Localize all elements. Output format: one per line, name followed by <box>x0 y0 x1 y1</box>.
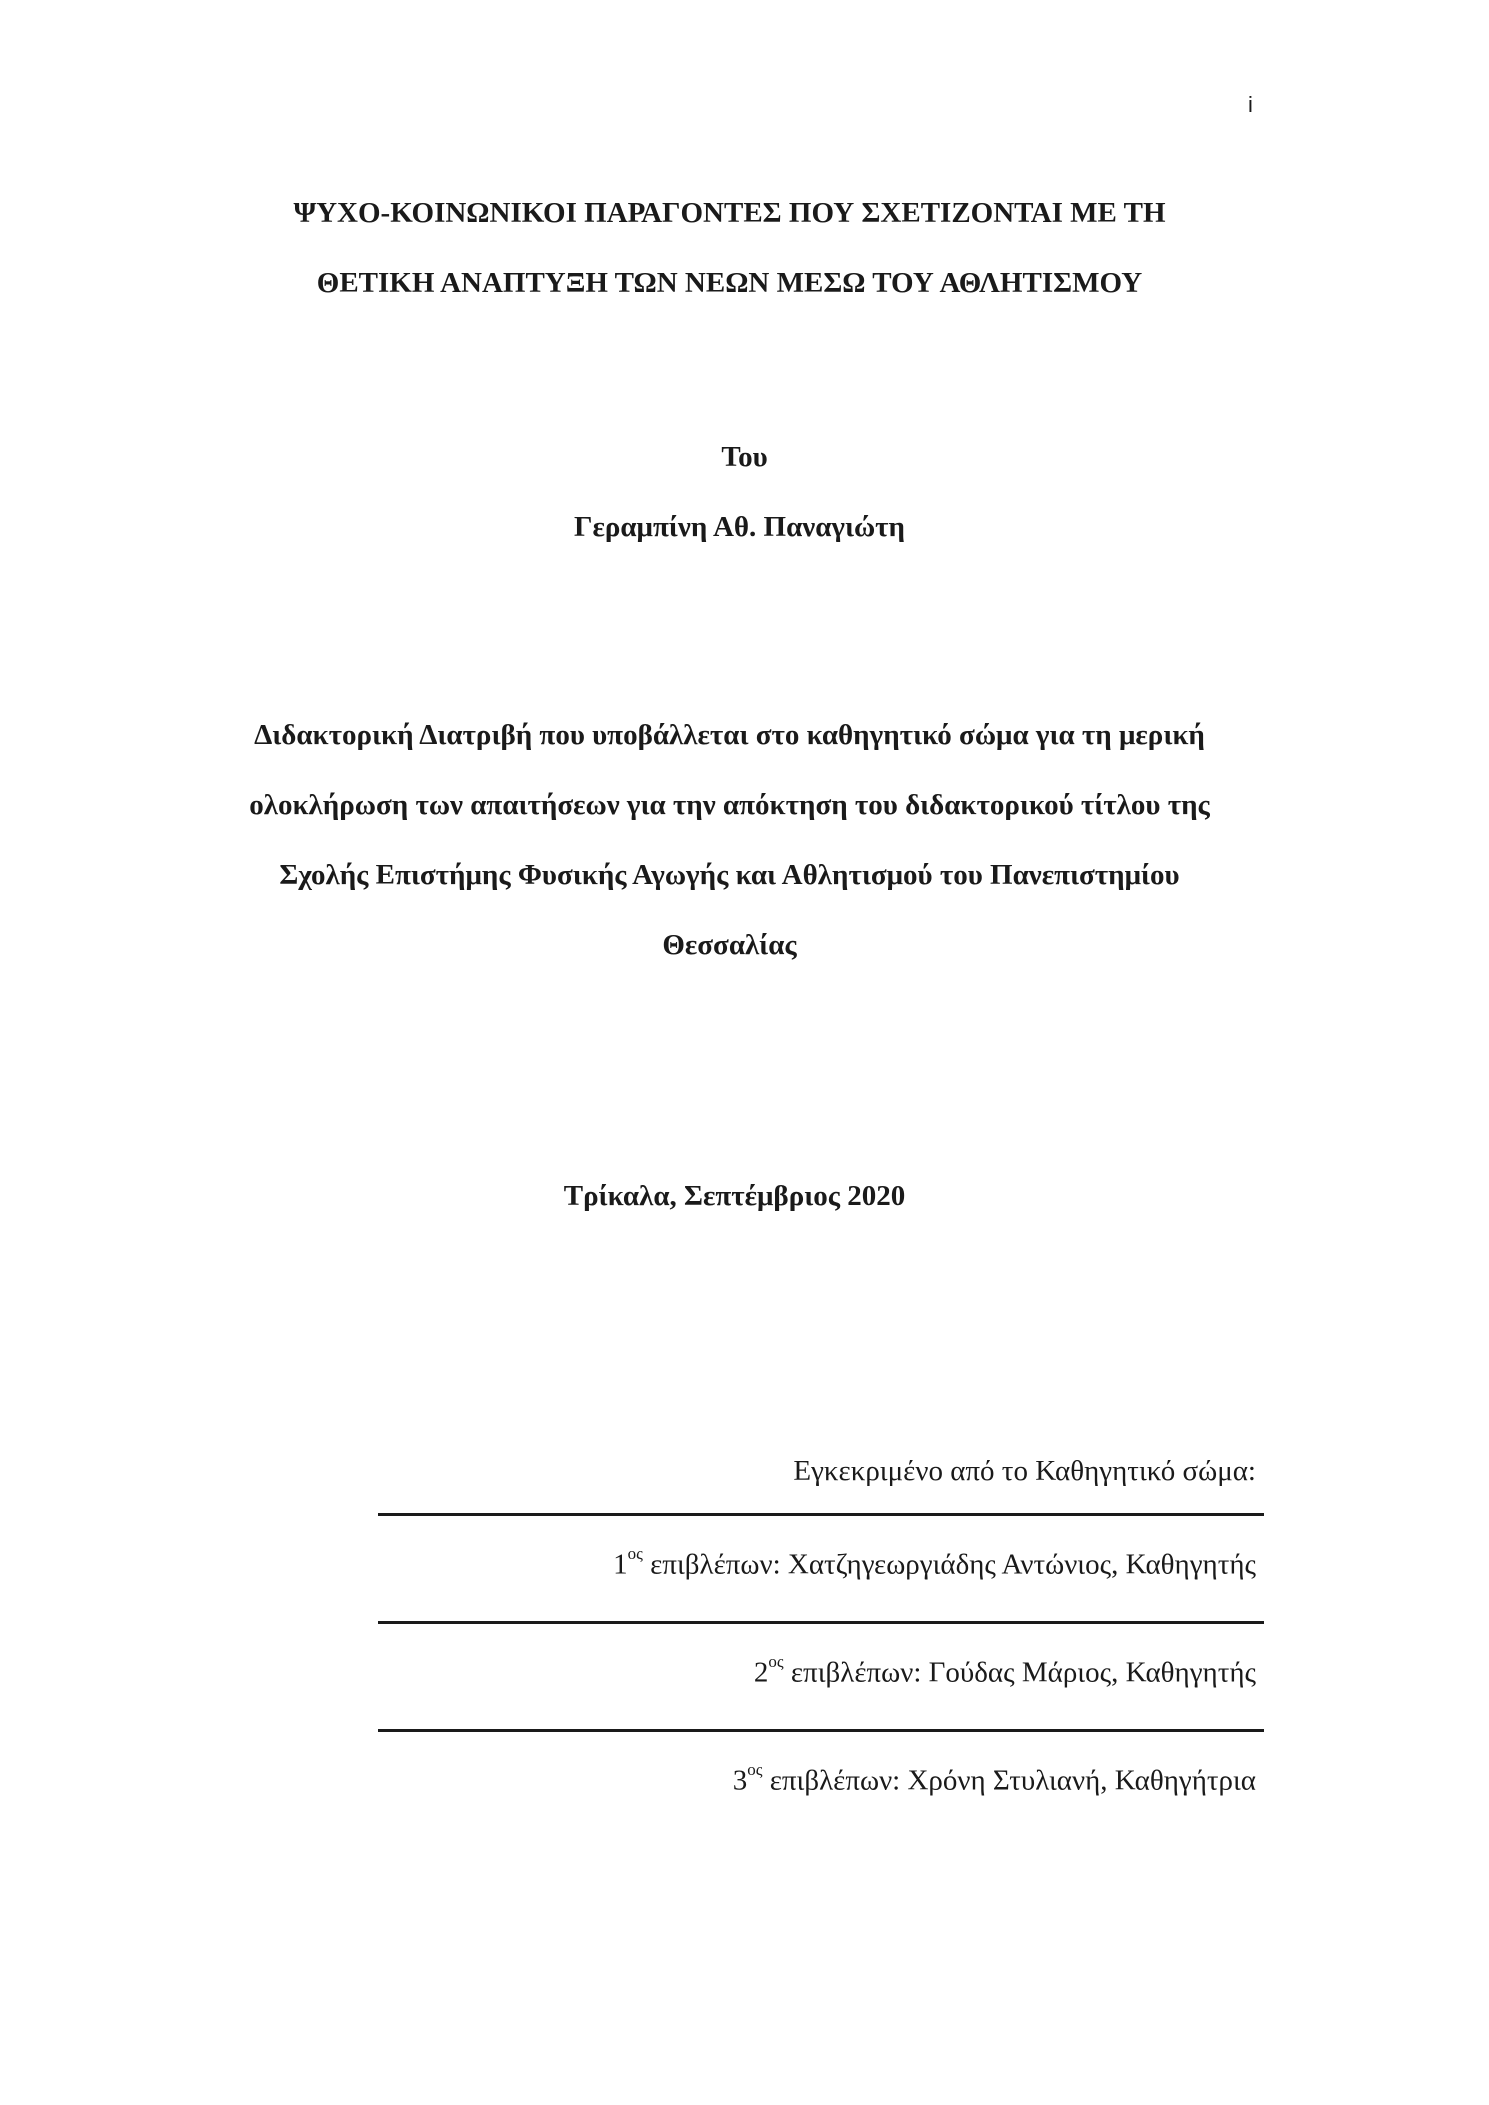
supervisor-2 <box>378 1624 1264 1729</box>
committee-block <box>378 1455 1264 1837</box>
supervisor-1-text: επιβλέπων: Χατζηγεωργιάδης Αντώνιος, Καθηγητής <box>642 1548 1256 1581</box>
supervisor-1 <box>378 1516 1264 1621</box>
author-by: Του <box>721 441 768 473</box>
supervisor-3-text: επιβλέπων: Χρόνη Στυλιανή, Καθηγήτρια <box>762 1764 1256 1797</box>
page-number: i <box>1248 92 1253 117</box>
supervisor-2-suffix: ος <box>768 1652 784 1671</box>
thesis-line-2: ολοκλήρωση των απαιτήσεων για την απόκτηση του διδακτορικού τίτλου της <box>249 789 1210 821</box>
thesis-statement <box>0 700 1489 980</box>
title-line-1: ΨΥΧΟ-ΚΟΙΝΩΝΙΚΟΙ ΠΑΡΑΓΟΝΤΕΣ ΠΟΥ ΣΧΕΤΙΖΟΝΤΑΙ ΜΕ ΤΗ <box>293 197 1166 229</box>
supervisor-2-text: επιβλέπων: Γούδας Μάριος, Καθηγητής <box>783 1656 1256 1689</box>
thesis-line-3: Σχολής Επιστήμης Φυσικής Αγωγής και Αθλητισμού του Πανεπιστημίου <box>279 859 1180 891</box>
supervisor-1-suffix: ος <box>627 1544 643 1563</box>
supervisor-2-ordinal: 2 <box>753 1656 769 1689</box>
committee-heading: Εγκεκριμένο από το Καθηγητικό σώμα: <box>793 1455 1256 1487</box>
thesis-line-4: Θεσσαλίας <box>662 929 797 961</box>
title-line-2: ΘΕΤΙΚΗ ΑΝΑΠΤΥΞΗ ΤΩΝ ΝΕΩΝ ΜΕΣΩ ΤΟΥ ΑΘΛΗΤΙΣΜΟΥ <box>316 267 1143 299</box>
supervisor-3-suffix: ος <box>747 1760 763 1779</box>
thesis-title <box>0 178 1489 318</box>
supervisor-1-ordinal: 1 <box>613 1548 628 1581</box>
thesis-line-1: Διδακτορική Διατριβή που υποβάλλεται στο καθηγητικό σώμα για τη μερική <box>254 719 1205 751</box>
author-block <box>0 422 1489 562</box>
supervisor-3-ordinal: 3 <box>732 1764 748 1797</box>
supervisor-3 <box>378 1732 1264 1837</box>
place-date: Τρίκαλα, Σεπτέμβριος 2020 <box>563 1180 906 1212</box>
author-name: Γεραμπίνη Αθ. Παναγιώτη <box>574 511 905 543</box>
